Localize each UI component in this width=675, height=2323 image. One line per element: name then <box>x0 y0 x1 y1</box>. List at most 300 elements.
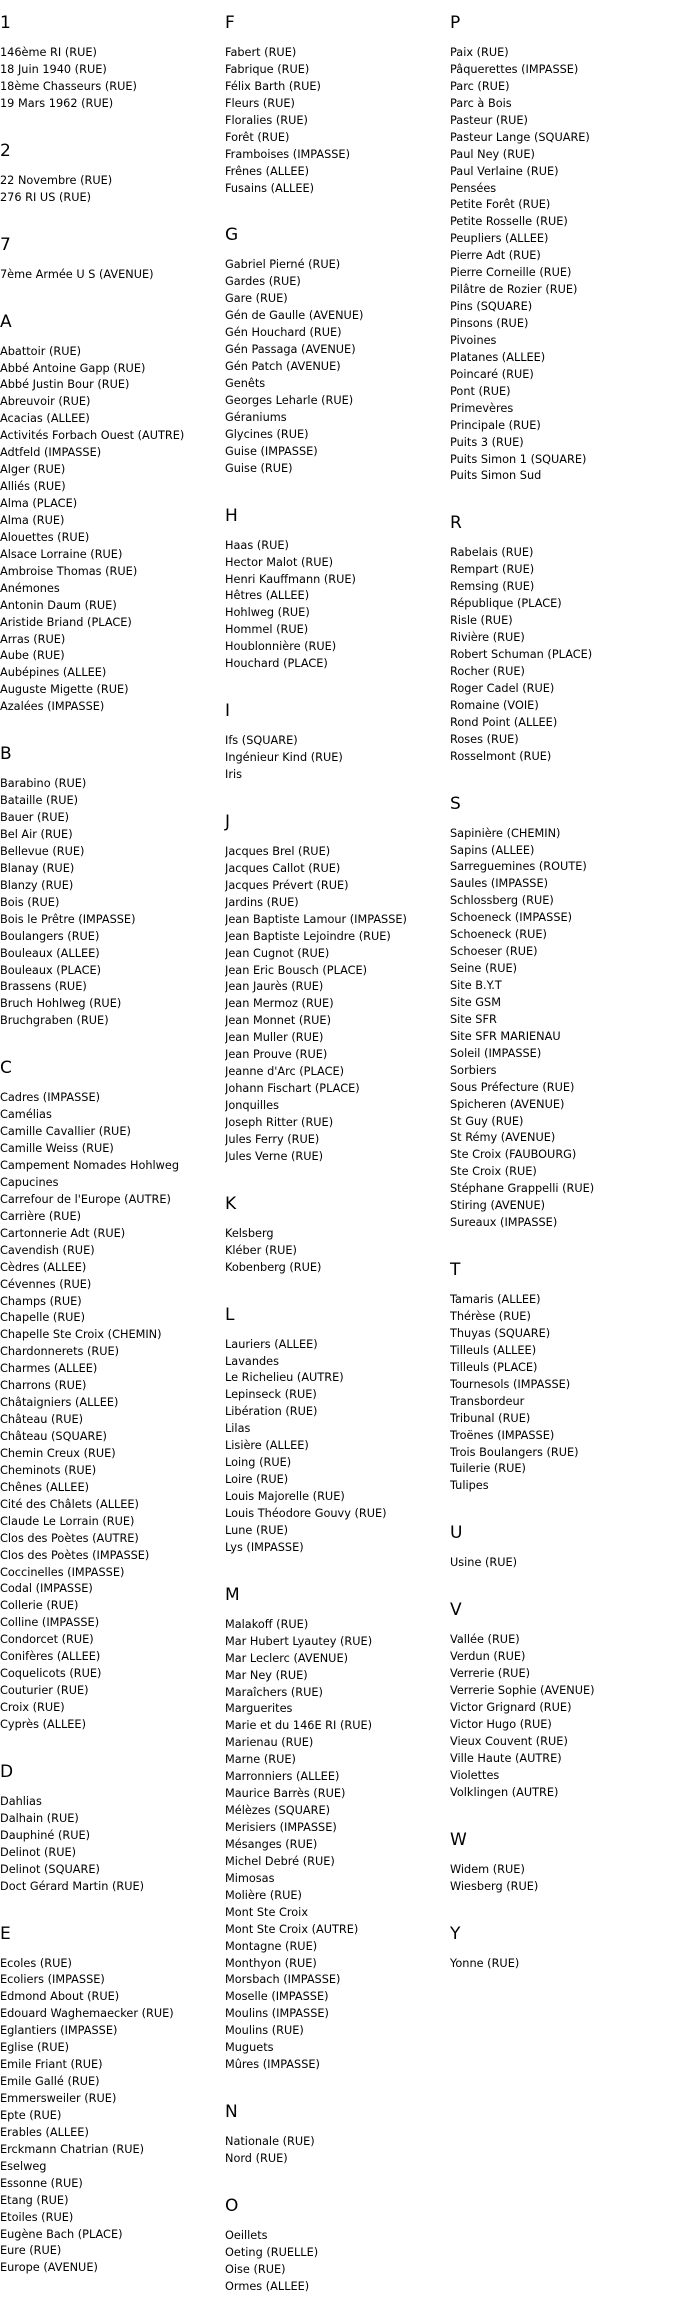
street-name: Jonquilles <box>225 1099 279 1112</box>
street-list <box>450 1862 675 1896</box>
street-name: Monthyon (RUE) <box>225 1956 317 1970</box>
street-name: Pierre Adt (RUE) <box>450 249 541 263</box>
street-name: Ambroise Thomas (RUE) <box>0 564 138 578</box>
street-name: Pierre Corneille (RUE) <box>450 266 572 280</box>
section-letter-heading: B <box>0 744 12 765</box>
street-name: Spicheren (AVENUE) <box>450 1097 565 1111</box>
street-name: Erables (ALLEE) <box>0 2125 89 2139</box>
street-name: Cartonnerie Adt (RUE) <box>0 1226 126 1240</box>
letter-section <box>0 743 218 1030</box>
street-name: Moulins (RUE) <box>225 2024 304 2038</box>
street-name: Genêts <box>225 377 266 390</box>
section-letter-heading: P <box>450 13 461 33</box>
street-name: Bel Air (RUE) <box>0 828 73 841</box>
street-name: Sous Préfecture (RUE) <box>450 1080 575 1094</box>
street-name: Soleil (IMPASSE) <box>450 1046 542 1060</box>
street-name: Molière (RUE) <box>225 1888 302 1902</box>
street-name: Jardins (RUE) <box>225 895 299 909</box>
street-name: Cévennes (RUE) <box>0 1277 92 1291</box>
section-letter-heading: 2 <box>0 140 11 161</box>
street-name: Jean Muller (RUE) <box>225 1031 324 1045</box>
street-name: Etoiles (RUE) <box>0 2210 74 2224</box>
street-list <box>450 545 675 765</box>
street-name: Forêt (RUE) <box>225 130 290 144</box>
street-name: Glycines (RUE) <box>225 427 309 441</box>
street-name: Trois Boulangers (RUE) <box>450 1445 579 1459</box>
street-name: Peupliers (ALLEE) <box>450 232 549 246</box>
street-list <box>225 538 447 674</box>
street-name: Epte (RUE) <box>0 2108 62 2122</box>
street-name: Abbé Antoine Gapp (RUE) <box>0 361 146 375</box>
street-name: Marie et du 146E RI (RUE) <box>225 1719 373 1733</box>
street-name: Bouleaux (PLACE) <box>0 963 102 977</box>
letter-section <box>225 2195 447 2296</box>
street-name: Yonne (RUE) <box>450 1956 520 1970</box>
street-name: Barabino (RUE) <box>0 777 87 791</box>
street-name: Gén Passaga (AVENUE) <box>225 343 356 357</box>
letter-section <box>0 1923 218 2278</box>
section-letter-heading: A <box>0 311 12 332</box>
street-name: Fusains (ALLEE) <box>225 181 315 195</box>
street-name: Gén Patch (AVENUE) <box>225 360 341 374</box>
street-name: Blanay (RUE) <box>0 861 75 875</box>
street-name: Lauriers (ALLEE) <box>225 1337 318 1351</box>
street-name: Brassens (RUE) <box>0 980 87 994</box>
street-name: Joseph Ritter (RUE) <box>225 1115 334 1129</box>
street-name: Thuyas (SQUARE) <box>450 1326 551 1340</box>
street-name: Site SFR <box>450 1012 497 1026</box>
street-name: Houblonnière (RUE) <box>225 640 337 654</box>
street-name: Risle (RUE) <box>450 614 513 628</box>
street-name: Schlossberg (RUE) <box>450 894 554 908</box>
street-name: Tribunal (RUE) <box>450 1411 531 1425</box>
street-name: Conifères (ALLEE) <box>0 1650 101 1664</box>
street-name: Muguets <box>225 2041 274 2055</box>
street-name: Parc (RUE) <box>450 79 510 93</box>
street-name: Pins (SQUARE) <box>450 300 533 314</box>
letter-section <box>225 1584 447 2074</box>
street-name: Coquelicots (RUE) <box>0 1667 102 1681</box>
street-name: Sorbiers <box>450 1063 497 1077</box>
street-name: Volklingen (AUTRE) <box>450 1785 559 1799</box>
street-name: Acacias (ALLEE) <box>0 412 90 426</box>
street-name: Remsing (RUE) <box>450 580 535 594</box>
street-name: Ormes (ALLEE) <box>225 2279 310 2293</box>
street-name: Hêtres (ALLEE) <box>225 589 310 603</box>
street-name: Claude Le Lorrain (RUE) <box>0 1514 135 1528</box>
street-name: Alsace Lorraine (RUE) <box>0 547 123 561</box>
letter-section <box>0 1057 218 1734</box>
street-name: Chênes (ALLEE) <box>0 1480 89 1494</box>
street-name: Cheminots (RUE) <box>0 1463 97 1477</box>
street-name: Maraîchers (RUE) <box>225 1685 323 1699</box>
street-name: Rempart (RUE) <box>450 563 535 577</box>
letter-section <box>450 12 675 485</box>
street-name: Capucines <box>0 1175 59 1189</box>
street-name: Nationale (RUE) <box>225 2135 315 2149</box>
street-name: Oise (RUE) <box>225 2262 286 2276</box>
street-name: Vieux Couvent (RUE) <box>450 1734 568 1748</box>
street-name: Emile Friant (RUE) <box>0 2058 103 2072</box>
section-letter-heading: K <box>225 1193 237 1214</box>
letter-section <box>225 811 447 1166</box>
street-name: Colline (IMPASSE) <box>0 1616 100 1630</box>
street-name: Kobenberg (RUE) <box>225 1260 322 1274</box>
section-letter-heading: 7 <box>0 234 11 255</box>
street-name: Ingénieur Kind (RUE) <box>225 751 343 765</box>
street-name: Condorcet (RUE) <box>0 1633 94 1647</box>
street-name: Site SFR MARIENAU <box>450 1029 561 1043</box>
street-name: Pâquerettes (IMPASSE) <box>450 62 579 76</box>
street-name: Doct Gérard Martin (RUE) <box>0 1879 145 1893</box>
street-name: Abbé Justin Bour (RUE) <box>0 378 130 392</box>
street-name: Marne (RUE) <box>225 1753 296 1767</box>
street-name: Gabriel Pierné (RUE) <box>225 258 341 272</box>
letter-section <box>0 140 218 207</box>
street-name: Romaine (VOIE) <box>450 698 539 712</box>
street-name: Mimosas <box>225 1871 275 1885</box>
section-letter-heading: D <box>0 1761 14 1782</box>
street-name: Jean Monnet (RUE) <box>225 1014 331 1028</box>
street-name: Châtaigniers (ALLEE) <box>0 1396 119 1410</box>
street-name: Haas (RUE) <box>225 538 289 552</box>
street-list <box>0 1794 218 1896</box>
street-name: St Rémy (AVENUE) <box>450 1131 556 1145</box>
street-name: Tilleuls (ALLEE) <box>450 1343 537 1357</box>
street-name: Thérèse (RUE) <box>450 1310 531 1323</box>
street-name: Lys (IMPASSE) <box>225 1540 304 1554</box>
street-name: Activités Forbach Ouest (AUTRE) <box>0 429 185 443</box>
street-name: Merisiers (IMPASSE) <box>225 1821 337 1834</box>
street-name: Verrerie Sophie (AVENUE) <box>450 1684 595 1698</box>
street-name: Rivière (RUE) <box>450 631 525 645</box>
section-letter-heading: I <box>225 701 231 722</box>
street-list <box>0 1956 218 2278</box>
street-name: Victor Grignard (RUE) <box>450 1701 572 1714</box>
street-name: Sureaux (IMPASSE) <box>450 1216 558 1230</box>
street-name: Guise (RUE) <box>225 461 293 475</box>
street-name: Ste Croix (FAUBOURG) <box>450 1148 577 1162</box>
street-name: Etang (RUE) <box>0 2193 69 2207</box>
street-name: Eugène Bach (PLACE) <box>0 2227 123 2241</box>
street-name: Pivoines <box>450 333 497 347</box>
street-name: Schoeser (RUE) <box>450 945 538 959</box>
street-name: Edouard Waghemaecker (RUE) <box>0 2007 174 2021</box>
street-name: Delinot (RUE) <box>0 1845 77 1859</box>
street-list <box>0 1090 218 1734</box>
street-name: Fleurs (RUE) <box>225 96 295 110</box>
street-name: Clos des Poètes (AUTRE) <box>0 1531 139 1545</box>
street-list <box>225 1337 447 1557</box>
street-name: Moselle (IMPASSE) <box>225 1990 329 2004</box>
street-name: Bruchgraben (RUE) <box>0 1014 109 1028</box>
section-letter-heading: W <box>450 1829 467 1850</box>
street-name: Sapins (ALLEE) <box>450 843 535 857</box>
street-name: Aristide Briand (PLACE) <box>0 615 132 629</box>
street-name: Sapinière (CHEMIN) <box>450 826 561 840</box>
street-name: Jean Cugnot (RUE) <box>225 946 330 960</box>
street-list <box>225 257 447 477</box>
street-list <box>225 1617 447 2074</box>
street-name: Nord (RUE) <box>225 2152 288 2165</box>
street-list <box>225 45 447 197</box>
street-name: Mésanges (RUE) <box>225 1837 318 1851</box>
street-name: République (PLACE) <box>450 597 562 611</box>
street-name: Jean Baptiste Lejoindre (RUE) <box>225 929 391 943</box>
street-name: 276 RI US (RUE) <box>0 190 92 204</box>
street-name: Puits 3 (RUE) <box>450 435 524 449</box>
street-list <box>450 1292 675 1495</box>
street-name: Schoeneck (RUE) <box>450 928 547 942</box>
street-name: Rosselmont (RUE) <box>450 749 552 763</box>
street-name: Camélias <box>0 1108 52 1122</box>
street-name: Europe (AVENUE) <box>0 2261 98 2275</box>
street-name: Guise (IMPASSE) <box>225 444 318 458</box>
street-name: Bouleaux (ALLEE) <box>0 946 100 960</box>
street-name: Primevères <box>450 401 514 415</box>
street-name: Félix Barth (RUE) <box>225 79 321 93</box>
street-name: Petite Rosselle (RUE) <box>450 215 568 229</box>
street-name: Chapelle Ste Croix (CHEMIN) <box>0 1328 162 1342</box>
street-name: Ste Croix (RUE) <box>450 1165 537 1179</box>
street-name: Azalées (IMPASSE) <box>0 700 105 714</box>
section-letter-heading: G <box>225 225 239 246</box>
street-name: Roses (RUE) <box>450 732 519 746</box>
street-name: Petite Forêt (RUE) <box>450 198 551 212</box>
section-letter-heading: E <box>0 1923 11 1944</box>
street-name: Site B.Y.T <box>450 979 502 992</box>
street-name: Sarreguemines (ROUTE) <box>450 860 587 874</box>
street-list <box>0 267 218 284</box>
section-letter-heading: 1 <box>0 13 11 33</box>
section-letter-heading: M <box>225 1584 240 1605</box>
street-name: Pasteur (RUE) <box>450 113 528 127</box>
street-name: Mûres (IMPASSE) <box>225 2058 320 2072</box>
section-letter-heading: F <box>225 13 235 33</box>
street-name: Violettes <box>450 1768 500 1782</box>
street-name: Carrière (RUE) <box>0 1209 81 1223</box>
street-name: Marienau (RUE) <box>225 1736 314 1750</box>
index-column-3 <box>450 12 675 1999</box>
street-list <box>225 2228 447 2296</box>
street-name: Victor Hugo (RUE) <box>450 1717 552 1731</box>
street-name: Le Richelieu (AUTRE) <box>225 1371 344 1385</box>
street-name: Hector Malot (RUE) <box>225 555 334 569</box>
street-name: Camille Weiss (RUE) <box>0 1142 114 1156</box>
section-letter-heading: J <box>225 811 231 832</box>
street-name: Arras (RUE) <box>0 632 66 646</box>
street-name: Alma (PLACE) <box>0 497 78 510</box>
street-name: Alliés (RUE) <box>0 480 66 494</box>
street-name: Alouettes (RUE) <box>0 530 90 544</box>
section-letter-heading: R <box>450 513 462 534</box>
street-name: Dauphiné (RUE) <box>0 1828 91 1842</box>
street-name: Pont (RUE) <box>450 384 511 398</box>
street-name: Vallée (RUE) <box>450 1633 520 1647</box>
street-name: Usine (RUE) <box>450 1556 518 1570</box>
street-name: Paix (RUE) <box>450 46 509 59</box>
section-letter-heading: Y <box>450 1923 461 1944</box>
street-name: Rond Point (ALLEE) <box>450 715 558 729</box>
street-list <box>450 826 675 1233</box>
street-name: Champs (RUE) <box>0 1294 82 1308</box>
street-name: Eure (RUE) <box>0 2244 62 2258</box>
street-name: Blanzy (RUE) <box>0 878 74 892</box>
street-list <box>225 2134 447 2168</box>
street-name: Robert Schuman (PLACE) <box>450 648 593 661</box>
street-name: Framboises (IMPASSE) <box>225 147 350 161</box>
street-name: Mar Hubert Lyautey (RUE) <box>225 1634 373 1648</box>
street-name: Château (SQUARE) <box>0 1430 107 1443</box>
street-name: Ifs (SQUARE) <box>225 734 298 748</box>
street-name: Roger Cadel (RUE) <box>450 681 555 695</box>
street-name: Lisière (ALLEE) <box>225 1439 309 1453</box>
street-list <box>0 45 218 113</box>
section-letter-heading: T <box>450 1260 461 1281</box>
street-name: Eselweg <box>0 2159 47 2173</box>
street-name: Coccinelles (IMPASSE) <box>0 1565 125 1579</box>
street-name: Maurice Barrès (RUE) <box>225 1787 346 1801</box>
street-name: Gén Houchard (RUE) <box>225 326 342 340</box>
street-name: Anémones <box>0 581 60 595</box>
street-list <box>225 1226 447 1277</box>
street-name: Aubépines (ALLEE) <box>0 666 107 680</box>
street-name: Couturier (RUE) <box>0 1684 89 1698</box>
index-column-2 <box>225 12 447 2323</box>
street-name: Pilâtre de Rozier (RUE) <box>450 283 578 297</box>
street-name: Dalhain (RUE) <box>0 1811 79 1825</box>
street-name: Charrons (RUE) <box>0 1379 87 1393</box>
street-name: Fabrique (RUE) <box>225 62 310 76</box>
street-name: Verdun (RUE) <box>450 1650 526 1664</box>
street-name: Edmond About (RUE) <box>0 1990 120 2004</box>
street-name: Géraniums <box>225 410 287 424</box>
street-name: Ville Haute (AUTRE) <box>450 1751 562 1765</box>
street-name: Lune (RUE) <box>225 1523 289 1537</box>
street-name: Emile Gallé (RUE) <box>0 2075 100 2089</box>
street-name: Moulins (IMPASSE) <box>225 2007 329 2021</box>
street-list <box>225 733 447 784</box>
street-name: Jacques Prévert (RUE) <box>225 878 349 892</box>
street-name: Marronniers (ALLEE) <box>225 1770 340 1784</box>
street-name: Marguerites <box>225 1702 293 1716</box>
street-name: Cadres (IMPASSE) <box>0 1091 100 1105</box>
street-name: Poincaré (RUE) <box>450 367 534 381</box>
street-name: Mont Ste Croix (AUTRE) <box>225 1922 359 1936</box>
street-name: Antonin Daum (RUE) <box>0 598 117 612</box>
street-name: Dahlias <box>0 1794 42 1808</box>
street-list <box>450 45 675 485</box>
street-name: Jean Jaurès (RUE) <box>225 980 324 994</box>
street-name: Cèdres (ALLEE) <box>0 1260 87 1274</box>
street-name: Platanes (ALLEE) <box>450 350 546 364</box>
street-name: Mélèzes (SQUARE) <box>225 1804 331 1818</box>
street-name: Wiesberg (RUE) <box>450 1879 539 1893</box>
section-letter-heading: V <box>450 1600 462 1621</box>
section-letter-heading: H <box>225 505 238 526</box>
street-name: Jacques Callot (RUE) <box>225 861 341 875</box>
street-name: Widem (RUE) <box>450 1862 525 1876</box>
street-name: Henri Kauffmann (RUE) <box>225 572 356 586</box>
street-name: Camille Cavallier (RUE) <box>0 1125 131 1139</box>
street-name: Loing (RUE) <box>225 1456 292 1470</box>
street-name: Carrefour de l'Europe (AUTRE) <box>0 1192 171 1206</box>
street-name: Boulangers (RUE) <box>0 929 100 943</box>
street-list <box>450 1632 675 1801</box>
street-name: Saules (IMPASSE) <box>450 877 549 891</box>
letter-section <box>225 1193 447 1277</box>
street-name: Malakoff (RUE) <box>225 1617 309 1631</box>
street-name: Puits Simon Sud <box>450 469 542 483</box>
street-name: Parc à Bois <box>450 96 512 110</box>
street-name: Johann Fischart (PLACE) <box>225 1082 360 1096</box>
street-name: Campement Nomades Hohlweg <box>0 1159 180 1172</box>
street-name: Houchard (PLACE) <box>225 657 328 671</box>
street-name: Mar Ney (RUE) <box>225 1668 308 1682</box>
street-name: Tilleuls (PLACE) <box>450 1360 538 1374</box>
street-name: Stiring (AVENUE) <box>450 1199 545 1213</box>
street-name: Bauer (RUE) <box>0 811 70 825</box>
section-letter-heading: N <box>225 2102 238 2123</box>
street-list <box>225 844 447 1166</box>
street-name: Alma (RUE) <box>0 513 65 527</box>
street-name: Tulipes <box>450 1479 489 1493</box>
street-name: Essonne (RUE) <box>0 2176 83 2190</box>
letter-section <box>225 2101 447 2168</box>
letter-section <box>0 12 218 113</box>
street-name: Morsbach (IMPASSE) <box>225 1973 341 1987</box>
section-letter-heading: S <box>450 793 461 814</box>
letter-section <box>450 1259 675 1495</box>
street-name: Pinsons (RUE) <box>450 317 529 330</box>
letter-section <box>0 234 218 284</box>
street-name: Stéphane Grappelli (RUE) <box>450 1182 595 1196</box>
street-name: Jacques Brel (RUE) <box>225 844 331 858</box>
street-name: Michel Debré (RUE) <box>225 1854 335 1868</box>
letter-section <box>450 793 675 1233</box>
letter-section <box>0 1761 218 1896</box>
street-name: Floralies (RUE) <box>225 113 308 127</box>
section-letter-heading: L <box>225 1304 235 1325</box>
street-name: Bruch Hohlweg (RUE) <box>0 997 122 1011</box>
street-name: Clos des Poètes (IMPASSE) <box>0 1548 150 1562</box>
street-name: St Guy (RUE) <box>450 1114 524 1128</box>
street-name: Codal (IMPASSE) <box>0 1582 93 1596</box>
street-name: Collerie (RUE) <box>0 1599 79 1613</box>
street-name: Jean Prouve (RUE) <box>225 1048 328 1062</box>
street-name: Pensées <box>450 181 497 195</box>
letter-section <box>225 1304 447 1557</box>
street-name: Schoeneck (IMPASSE) <box>450 911 573 925</box>
street-name: Libération (RUE) <box>225 1405 318 1419</box>
street-name: Adtfeld (IMPASSE) <box>0 446 102 460</box>
street-name: Tamaris (ALLEE) <box>450 1293 541 1307</box>
street-name: Kléber (RUE) <box>225 1243 297 1257</box>
letter-section <box>225 700 447 784</box>
street-name: Rabelais (RUE) <box>450 546 534 560</box>
street-name: Louis Théodore Gouvy (RUE) <box>225 1506 387 1520</box>
street-name: Chemin Creux (RUE) <box>0 1446 116 1460</box>
street-list <box>450 1956 675 1973</box>
street-list <box>0 344 218 717</box>
street-name: Fabert (RUE) <box>225 46 297 59</box>
street-name: Puits Simon 1 (SQUARE) <box>450 452 587 466</box>
street-name: Bois (RUE) <box>0 895 60 909</box>
street-name: Cavendish (RUE) <box>0 1243 95 1257</box>
street-name: Tuilerie (RUE) <box>450 1462 526 1476</box>
street-name: 7ème Armée U S (AVENUE) <box>0 267 154 281</box>
street-name: Château (RUE) <box>0 1413 84 1427</box>
